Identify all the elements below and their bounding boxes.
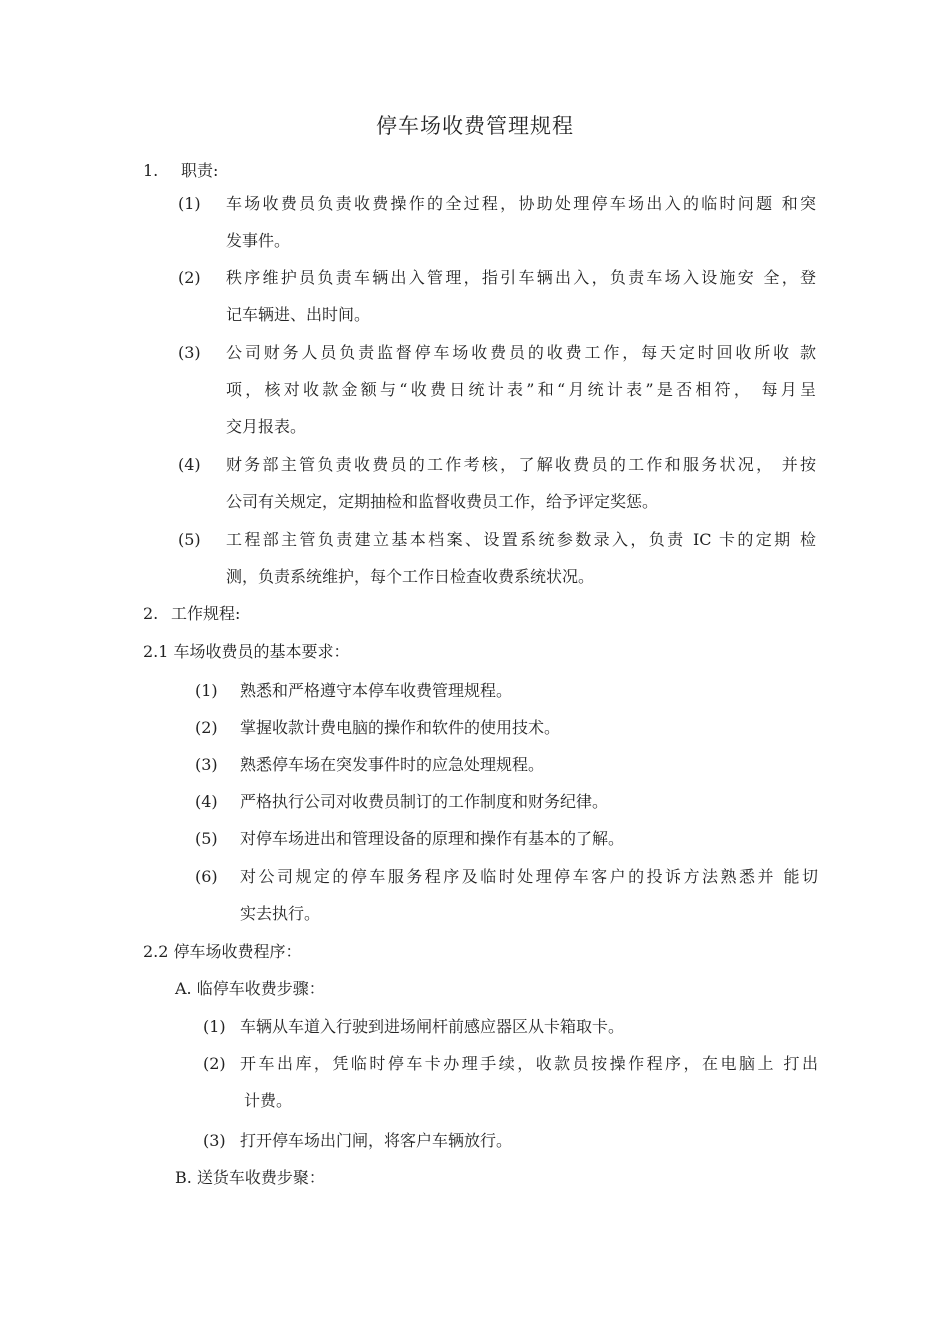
item-text: 熟悉和严格遵守本停车收费管理规程。 (240, 681, 513, 700)
item-number: (2) (195, 718, 218, 737)
list-item (203, 1008, 820, 1045)
subsection-b-heading: B. 送货车收费步聚： (175, 1168, 325, 1187)
list-item (195, 820, 820, 857)
list-item (178, 446, 818, 520)
item-text: 测，负责系统维护，每个工作日检查收费系统状况。 (226, 567, 595, 586)
item-text: 交月报表。 (226, 417, 307, 436)
item-text: 发事件。 (226, 231, 291, 250)
list-item (203, 1045, 820, 1119)
item-text: 严格执行公司对收费员制订的工作制度和财务纪律。 (240, 792, 609, 811)
list-item (195, 858, 820, 932)
list-item (178, 334, 818, 445)
item-text: 公司有关规定，定期抽检和监督收费员工作，给予评定奖惩。 (226, 492, 659, 511)
item-number: (5) (178, 530, 201, 549)
section-label: 职责: (181, 161, 219, 180)
item-number: (5) (195, 829, 218, 848)
item-text: 实去执行。 (240, 904, 321, 923)
list-item (195, 746, 820, 783)
item-text: 对停车场进出和管理设备的原理和操作有基本的了解。 (240, 829, 625, 848)
list-item (195, 783, 820, 820)
item-text: 计费。 (244, 1091, 293, 1110)
section-2-2-heading: 2.2 停车场收费程序： (143, 942, 302, 961)
item-number: (3) (178, 343, 201, 362)
list-item (195, 672, 820, 709)
subsection-a-heading: A. 临停车收费步骤： (175, 979, 325, 998)
item-text: 掌握收款计费电脑的操作和软件的使用技术。 (240, 718, 561, 737)
item-text: 开车出库，凭临时停车卡办理手续，收款员按操作程序，在电脑上 打出 (240, 1054, 818, 1073)
item-text: 车场收费员负责收费操作的全过程，协助处理停车场出入的临时问题 和突 (226, 194, 816, 213)
item-number: (1) (203, 1017, 226, 1036)
list-item (178, 259, 818, 333)
item-text: 对公司规定的停车服务程序及临时处理停车客户的投诉方法熟悉并 能切 (240, 867, 818, 886)
item-number: (1) (195, 681, 218, 700)
item-text: 秩序维护员负责车辆出入管理，指引车辆出入，负责车场入设施安 全，登 (226, 268, 816, 287)
item-number: (6) (195, 867, 218, 886)
list-item (178, 521, 818, 595)
item-number: (2) (203, 1054, 226, 1073)
item-number: (1) (178, 194, 201, 213)
item-text: 熟悉停车场在突发事件时的应急处理规程。 (240, 755, 545, 774)
item-number: (3) (203, 1131, 226, 1150)
section-number: 1. (143, 161, 159, 180)
list-item (203, 1122, 820, 1159)
item-text: 记车辆进、出时间。 (226, 305, 371, 324)
document-title: 停车场收费管理规程 (376, 114, 574, 138)
item-number: (4) (195, 792, 218, 811)
item-text: 公司财务人员负责监督停车场收费员的收费工作，每天定时回收所收 款 (226, 343, 816, 362)
section-2-heading (143, 603, 240, 625)
section-label: 工作规程: (171, 604, 241, 623)
item-number: (3) (195, 755, 218, 774)
item-text: 项，核对收款金额与“收费日统计表”和“月统计表”是否相符， 每月呈 (226, 380, 816, 399)
item-text: 打开停车场出门闸，将客户车辆放行。 (240, 1131, 513, 1150)
item-text: 车辆从车道入行驶到进场闸杆前感应器区从卡箱取卡。 (240, 1017, 625, 1036)
list-item (178, 185, 818, 259)
item-text: 工程部主管负责建立基本档案、设置系统参数录入，负责 IC 卡的定期 检 (226, 530, 816, 549)
section-number: 2. (143, 604, 159, 623)
item-text: 财务部主管负责收费员的工作考核，了解收费员的工作和服务状况， 并按 (226, 455, 816, 474)
section-2-1-heading: 2.1 车场收费员的基本要求： (143, 642, 350, 661)
item-number: (4) (178, 455, 201, 474)
item-number: (2) (178, 268, 201, 287)
section-1-heading (143, 160, 218, 182)
list-item (195, 709, 820, 746)
